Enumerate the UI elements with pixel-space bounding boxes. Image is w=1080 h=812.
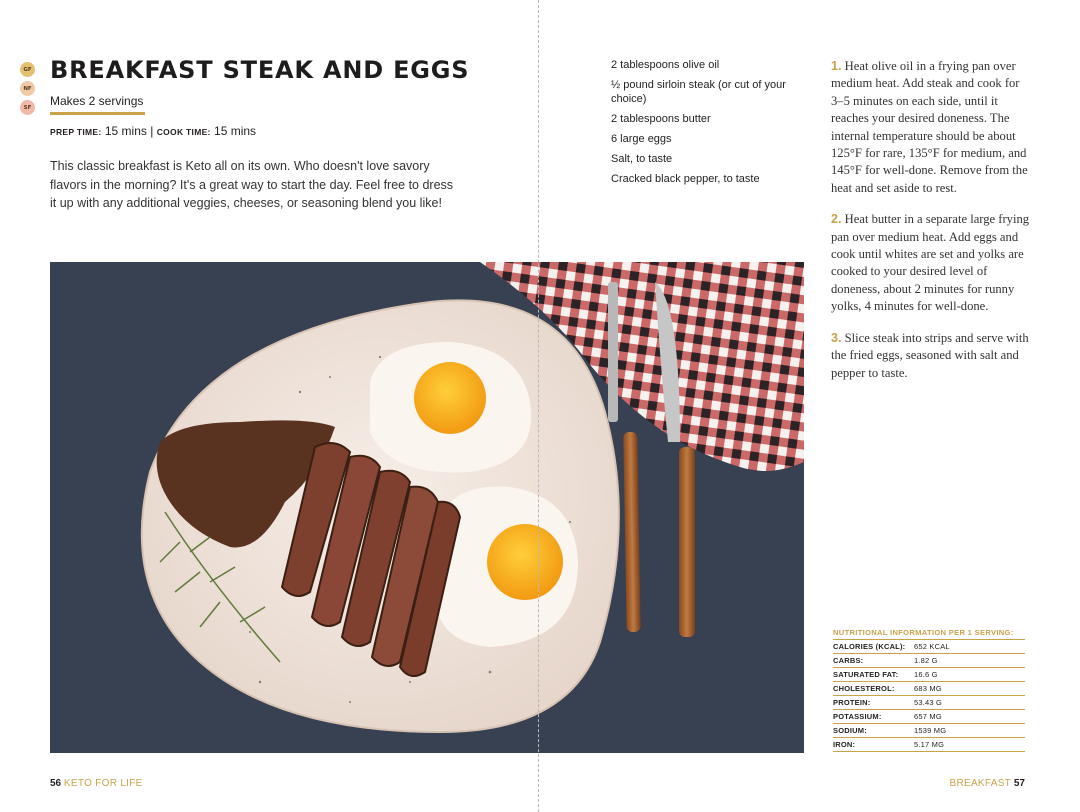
nutrition-value: 16.6 G: [914, 670, 938, 679]
nutrition-label: IRON:: [833, 740, 856, 749]
left-page-footer: [50, 778, 143, 789]
step-text: Heat butter in a separate large frying pan over medium heat. Add eggs and cook until whites are set and yolks are cooked to your desired level of doneness, about 2 minutes for runny yolks, 4 minutes for well-done.: [831, 212, 1030, 314]
nutrition-row: [833, 696, 1025, 710]
right-page-number: 57: [1013, 778, 1025, 789]
nutrition-heading: NUTRITIONAL INFORMATION PER 1 SERVING:: [833, 628, 1025, 640]
ingredient-item: Cracked black pepper, to taste: [611, 173, 760, 185]
gluten-free-badge: GF: [20, 62, 35, 77]
nutrition-value: 5.17 MG: [914, 740, 945, 749]
prep-time-label: PREP TIME:: [50, 127, 102, 137]
step-3: [831, 330, 1031, 382]
step-number: 3.: [831, 330, 842, 345]
instructions: [831, 58, 1031, 396]
ingredient-item: Salt, to taste: [611, 153, 673, 165]
book-title: KETO FOR LIFE: [63, 778, 143, 789]
step-number: 1.: [831, 59, 842, 73]
nutrition-label: SODIUM:: [833, 726, 867, 735]
step-1: [831, 58, 1031, 197]
nutrition-value: 652 KCAL: [914, 642, 950, 651]
nutrition-label: PROTEIN:: [833, 698, 871, 707]
step-number: 2.: [831, 212, 842, 227]
nutrition-row: [833, 668, 1025, 682]
section-title: BREAKFAST: [949, 778, 1012, 789]
page-spine: [538, 0, 539, 812]
ingredient-item: 6 large eggs: [611, 133, 672, 145]
left-page-number: 56: [50, 778, 62, 789]
nutrition-row: [833, 724, 1025, 738]
nutrition-label: CHOLESTEROL:: [833, 684, 895, 693]
nutrition-row: [833, 738, 1025, 752]
nutrition-row: [833, 682, 1025, 696]
recipe-title: BREAKFAST STEAK AND EGGS: [50, 56, 470, 84]
nutrition-value: 683 MG: [914, 684, 942, 693]
nutrition-value: 1539 MG: [914, 726, 947, 735]
nut-free-badge: NF: [20, 81, 35, 96]
ingredient-item: 2 tablespoons olive oil: [611, 59, 720, 71]
nutrition-row: [833, 710, 1025, 724]
nutrition-label: CARBS:: [833, 656, 864, 665]
sugar-free-badge: SF: [20, 100, 35, 115]
nutrition-table: [833, 628, 1025, 752]
step-text: Heat olive oil in a frying pan over medium heat. Add steak and cook for 3–5 minutes on each side, until it reaches your desired doneness. The internal temperature should be about 125°F for rare, 135°F for medium, and 145°F for well-done. Remove from the heat and set aside to rest.: [831, 59, 1028, 195]
cook-time-label: COOK TIME:: [156, 127, 211, 137]
title-rule: [50, 112, 145, 115]
step-text: Slice steak into strips and serve with the fried eggs, seasoned with salt and pepper to taste.: [831, 330, 1029, 380]
nutrition-value: 53.43 G: [914, 698, 943, 707]
nutrition-value: 1.82 G: [914, 656, 938, 665]
ingredients-list: [611, 58, 811, 192]
nutrition-value: 657 MG: [914, 712, 942, 721]
diet-badges: [20, 62, 36, 119]
nutrition-label: CALORIES (KCAL):: [833, 642, 906, 651]
time-info: [50, 124, 256, 138]
nutrition-label: SATURATED FAT:: [833, 670, 899, 679]
servings-text: Makes 2 servings: [50, 94, 144, 108]
prep-time-value: 15 mins: [104, 124, 147, 138]
ingredient-item: ½ pound sirloin steak (or cut of your choice): [611, 79, 786, 105]
time-separator: |: [150, 124, 154, 138]
steak-and-eggs-illustration: [50, 262, 804, 753]
nutrition-row: [833, 640, 1025, 654]
cook-time-value: 15 mins: [214, 124, 257, 138]
ingredient-item: 2 tablespoons butter: [611, 113, 711, 125]
nutrition-label: POTASSIUM:: [833, 712, 882, 721]
nutrition-row: [833, 654, 1025, 668]
recipe-photo: [50, 262, 804, 753]
recipe-intro: This classic breakfast is Keto all on its own. Who doesn't love savory flavors in the morning? It's a great way to start the day. Feel free to dress it up with any additional veggies, cheeses, or seasoning blend you like!: [50, 159, 454, 210]
right-page-footer: [949, 778, 1025, 789]
step-2: [831, 211, 1031, 315]
